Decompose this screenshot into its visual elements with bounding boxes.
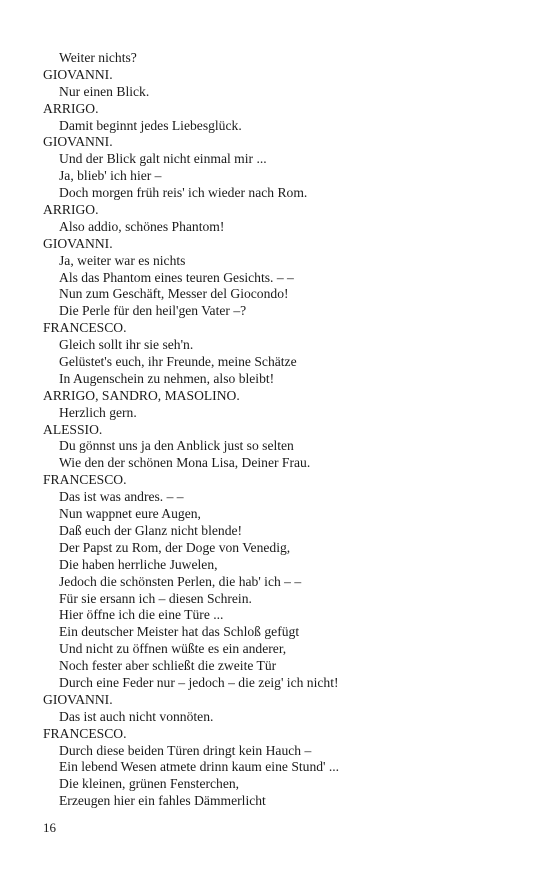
speaker-name: GIOVANNI. [43, 134, 113, 150]
verse-line: Doch morgen früh reis' ich wieder nach Rom. [59, 185, 308, 201]
speaker-name: FRANCESCO. [43, 472, 127, 488]
verse-line: Herzlich gern. [59, 404, 137, 420]
verse-line: Die haben herrliche Juwelen, [59, 556, 218, 572]
speaker-name: FRANCESCO. [43, 725, 127, 741]
verse-line: Die kleinen, grünen Fensterchen, [59, 776, 240, 792]
verse-line: In Augenschein zu nehmen, also bleibt! [59, 370, 275, 386]
verse-line: Für sie ersann ich – diesen Schrein. [59, 590, 252, 606]
verse-line: Der Papst zu Rom, der Doge von Venedig, [59, 539, 291, 555]
verse-line: Damit beginnt jedes Liebesglück. [59, 117, 242, 133]
verse-line: Jedoch die schönsten Perlen, die hab' ich – – [59, 573, 302, 589]
verse-line: Hier öffne ich die eine Türe ... [59, 607, 224, 623]
verse-line: Und der Blick galt nicht einmal mir ... [59, 151, 267, 167]
verse-line: Als das Phantom eines teuren Gesichts. – – [59, 269, 294, 285]
verse-line: Durch eine Feder nur – jedoch – die zeig' ich nicht! [59, 674, 339, 690]
speaker-name: GIOVANNI. [43, 691, 113, 707]
speaker-name: ALESSIO. [43, 421, 103, 437]
speaker-name: GIOVANNI. [43, 66, 113, 82]
verse-line: Weiter nichts? [59, 50, 137, 65]
verse-line: Nun wappnet eure Augen, [59, 506, 201, 522]
speaker-name: FRANCESCO. [43, 320, 127, 336]
verse-line: Und nicht zu öffnen wüßte es ein anderer, [59, 641, 287, 657]
verse-line: Noch fester aber schließt die zweite Tür [59, 658, 277, 674]
verse-line: Ein lebend Wesen atmete drinn kaum eine Stund' ... [59, 759, 340, 775]
page-number: 16 [43, 820, 56, 835]
verse-line: Daß euch der Glanz nicht blende! [59, 522, 243, 538]
verse-line: Durch diese beiden Türen dringt kein Hauch – [59, 742, 312, 758]
verse-line: Du gönnst uns ja den Anblick just so selten [59, 438, 294, 454]
verse-line: Also addio, schönes Phantom! [59, 218, 225, 234]
verse-line: Wie den der schönen Mona Lisa, Deiner Frau. [59, 455, 311, 471]
speaker-name: ARRIGO, SANDRO, MASOLINO. [43, 387, 240, 403]
verse-line: Ja, blieb' ich hier – [59, 168, 162, 184]
verse-line: Erzeugen hier ein fahles Dämmerlicht [59, 793, 266, 809]
verse-line: Ja, weiter war es nichts [59, 252, 186, 268]
verse-line: Die Perle für den heil'gen Vater –? [59, 303, 247, 319]
verse-line: Gleich sollt ihr sie seh'n. [59, 337, 194, 353]
verse-line: Das ist auch nicht vonnöten. [59, 708, 214, 724]
speaker-name: ARRIGO. [43, 202, 99, 218]
page-body [43, 50, 513, 810]
verse-line: Gelüstet's euch, ihr Freunde, meine Schätze [59, 354, 297, 370]
verse-line: Nun zum Geschäft, Messer del Giocondo! [59, 286, 289, 302]
verse-line: Ein deutscher Meister hat das Schloß gefügt [59, 624, 300, 640]
speaker-name: ARRIGO. [43, 100, 99, 116]
verse-line: Das ist was andres. – – [59, 489, 184, 505]
verse-line: Nur einen Blick. [59, 83, 150, 99]
speaker-name: GIOVANNI. [43, 235, 113, 251]
